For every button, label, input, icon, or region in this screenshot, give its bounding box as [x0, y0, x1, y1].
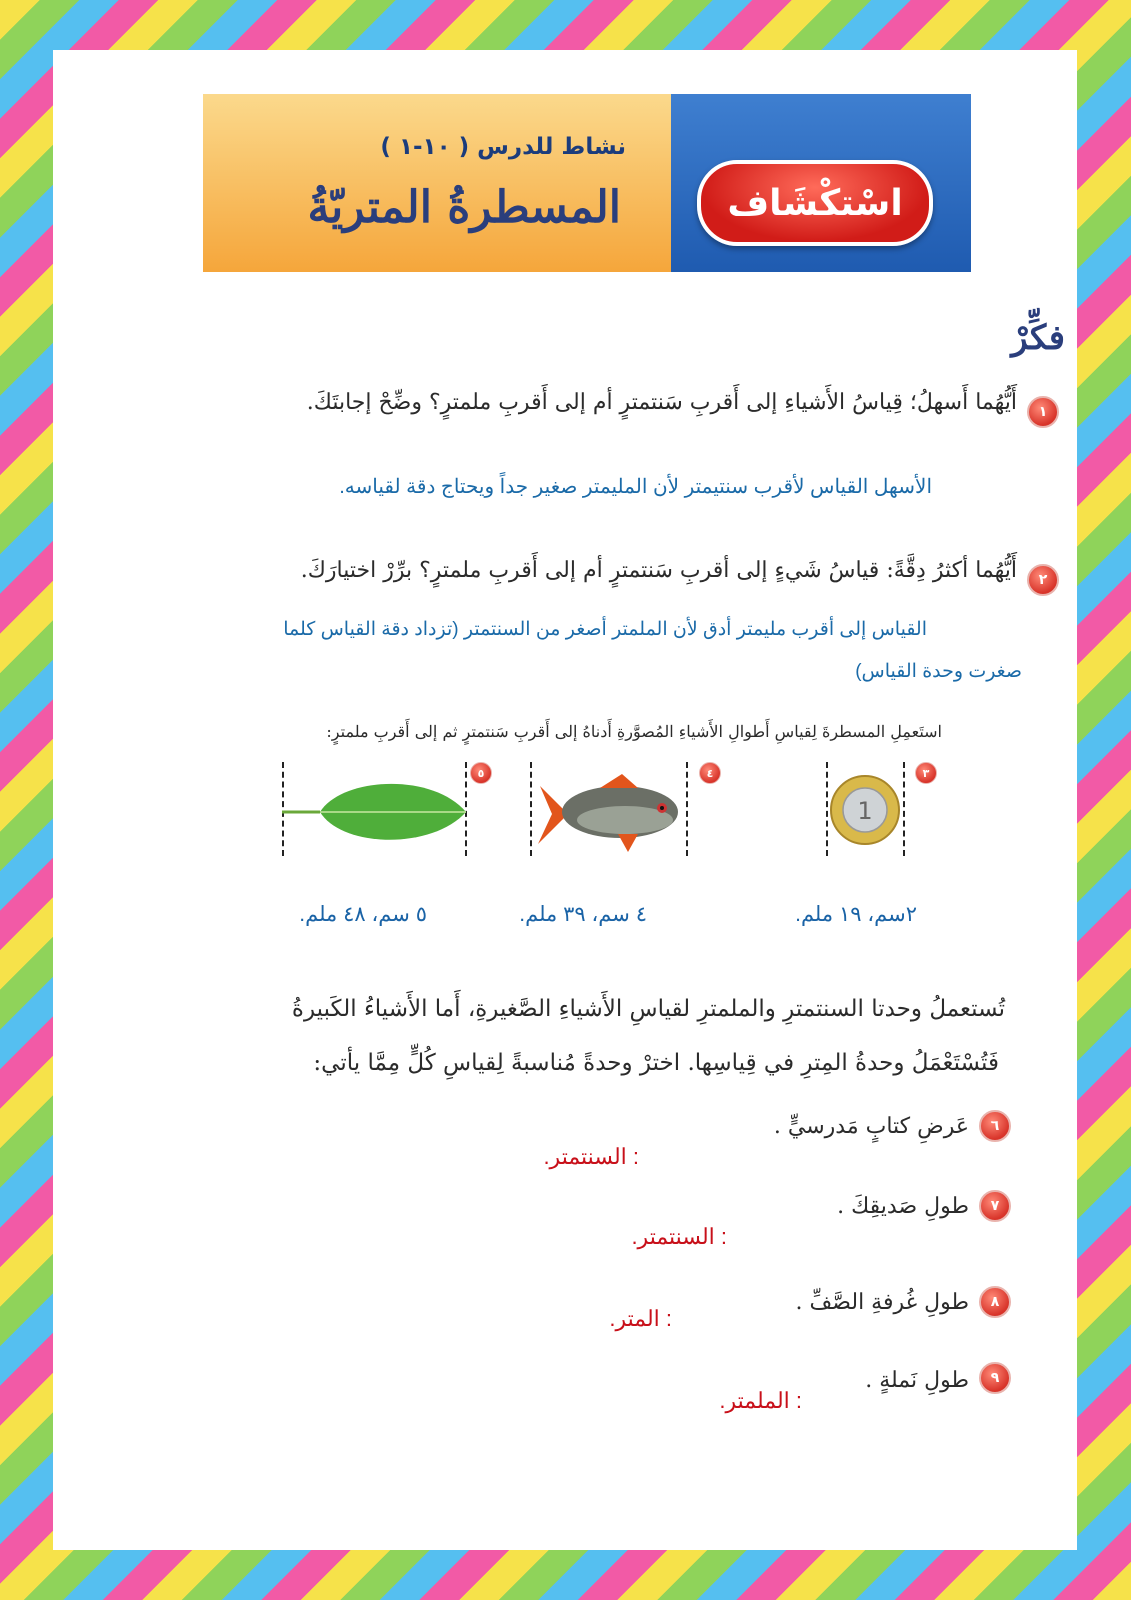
- unit-answer: : السنتمتر.: [631, 1224, 727, 1249]
- question-1-text: أَيُّهُما أَسهلُ؛ قِياسُ الأَشياءِ إلى أَقربِ سَنتمترٍ أم إلى أَقربِ ملمترٍ؟ وضِّحْ إجابتَكَ.: [306, 390, 1017, 415]
- fish-image: [530, 768, 690, 860]
- banner-subtitle: نشاط للدرس ( ١٠-١ ): [380, 134, 626, 160]
- question-number-badge: ٩: [979, 1362, 1011, 1394]
- item-number-badge: ٣: [915, 762, 937, 784]
- unit-answer: : السنتمتر.: [543, 1144, 639, 1169]
- think-heading: فكِّرْ: [1011, 318, 1065, 358]
- lesson-banner: [203, 94, 971, 272]
- item-number-badge: ٤: [699, 762, 721, 784]
- leaf-image: [282, 772, 468, 852]
- question-2-text: أَيُّهُما أكثرُ دِقَّةً: قياسُ شَيءٍ إلى أقربِ سَنتمترٍ أم إلى أَقربِ ملمترٍ؟ برِّرْ اختيارَكَ.: [300, 558, 1017, 583]
- measure-instruction: استَعمِلِ المسطرةَ لِقياسِ أَطوالِ الأَشياءِ المُصوَّرةِ أَدناهُ إلى أَقربِ سَنتمترٍ ثم إلى أَقربِ ملمترٍ:: [326, 722, 942, 741]
- svg-text:1: 1: [857, 797, 873, 825]
- coin-image: [829, 774, 901, 846]
- question-2-answer-line1: القياس إلى أقرب مليمتر أدق لأن الملمتر أصغر من السنتمتر (تزداد دقة القياس كلما: [283, 619, 927, 640]
- unit-answer: : المتر.: [609, 1306, 672, 1331]
- unit-question-text: طولِ نَملةٍ .: [865, 1368, 969, 1393]
- banner-title: المسطرةُ المتريّةُ: [307, 182, 621, 233]
- units-paragraph-line2: فَتُسْتَعْمَلُ وحدةُ المِترِ في قِياسِها. اخترْ وحدةً مُناسبةً لِقياسِ كُلٍّ مِمَّا يأتي:: [313, 1050, 999, 1076]
- leaf-measurement-answer: ٥ سم، ٤٨ ملم.: [299, 903, 427, 926]
- fish-measurement-answer: ٤ سم، ٣٩ ملم.: [519, 903, 647, 926]
- unit-question-text: طولِ صَديقِكَ .: [837, 1194, 969, 1219]
- worksheet-page: [53, 50, 1077, 1550]
- question-number-badge: ٨: [979, 1286, 1011, 1318]
- question-2-answer-line2: صغرت وحدة القياس): [855, 661, 1022, 682]
- coin-measurement-answer: ٢سم، ١٩ ملم.: [795, 903, 917, 926]
- unit-question-text: طولِ غُرفةِ الصَّفِّ .: [795, 1290, 969, 1315]
- question-number-badge: ٢: [1027, 564, 1059, 596]
- item-number-badge: ٥: [470, 762, 492, 784]
- measure-guide-line: [826, 762, 828, 856]
- question-1-answer: الأسهل القياس لأقرب سنتيمتر لأن المليمتر صغير جداً ويحتاج دقة لقياسه.: [339, 476, 932, 498]
- units-paragraph-line1: تُستعملُ وحدتا السنتمترِ والملمترِ لقياسِ الأَشياءِ الصَّغيرةِ، أَما الأَشياءُ الكَبيرةُ: [291, 996, 1005, 1022]
- measure-guide-line: [903, 762, 905, 856]
- question-number-badge: ١: [1027, 396, 1059, 428]
- explore-badge: اسْتكْشَاف: [697, 160, 933, 246]
- unit-answer: : الملمتر.: [719, 1388, 802, 1413]
- question-number-badge: ٧: [979, 1190, 1011, 1222]
- unit-question-text: عَرضِ كتابٍ مَدرسيٍّ .: [773, 1114, 969, 1139]
- question-number-badge: ٦: [979, 1110, 1011, 1142]
